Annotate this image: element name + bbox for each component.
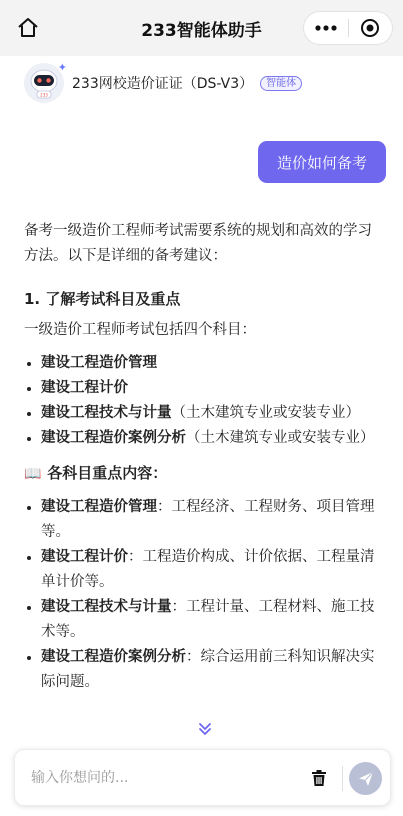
- message-input[interactable]: [31, 767, 291, 789]
- input-divider: [342, 766, 343, 791]
- list-item-bold: 建设工程技术与计量: [41, 405, 172, 421]
- section-heading-text: 各科目重点内容：: [47, 464, 168, 482]
- list-item-bold: 建设工程造价案例分析: [41, 430, 186, 446]
- section-description: 一级造价工程师考试包括四个科目：: [24, 322, 256, 338]
- agent-badge: 智能体: [260, 76, 302, 91]
- list-item-bold: 建设工程造价管理: [41, 355, 157, 371]
- more-button[interactable]: [304, 12, 348, 44]
- list-item-text: ：工程计量、工程材料、施工技术等。: [41, 599, 375, 640]
- list-item-text: （土木建筑专业或安装专业）: [171, 405, 360, 421]
- list-item-bold: 建设工程技术与计量: [41, 599, 172, 615]
- send-icon: [357, 770, 375, 788]
- list-item: [24, 401, 386, 426]
- close-button[interactable]: [349, 12, 392, 44]
- list-item-bold: 建设工程计价: [41, 549, 128, 565]
- mini-program-capsule: [303, 11, 393, 45]
- svg-text:233: 233: [40, 92, 48, 98]
- list-item: [24, 645, 386, 695]
- send-button[interactable]: [349, 762, 382, 795]
- clear-button[interactable]: [308, 767, 330, 789]
- list-item: [24, 495, 386, 545]
- key-point-list: [24, 495, 386, 695]
- list-item-bold: 建设工程计价: [41, 380, 128, 396]
- list-item: [24, 595, 386, 645]
- robot-avatar-icon: [27, 66, 61, 100]
- list-item: [24, 376, 386, 401]
- book-icon: 📖: [24, 466, 42, 482]
- list-item-text: ：综合运用前三科知识解决实际问题。: [41, 649, 375, 690]
- target-close-icon: [360, 18, 380, 38]
- scroll-down-button[interactable]: [196, 720, 214, 738]
- list-item-text: ：工程造价构成、计价依据、工程量清单计价等。: [41, 549, 375, 590]
- trash-icon: [308, 767, 330, 789]
- list-item-bold: 建设工程造价管理: [41, 499, 157, 515]
- chevron-double-down-icon: [196, 720, 214, 738]
- section-heading: 1. 了解考试科目及重点: [24, 290, 181, 308]
- sparkle-icon: ✦: [57, 61, 67, 74]
- answer-intro: 备考一级造价工程师考试需要系统的规划和高效的学习方法。以下是详细的备考建议：: [24, 223, 372, 264]
- list-item-text: ：工程经济、工程财务、项目管理等。: [41, 499, 375, 540]
- input-bar: [14, 749, 391, 806]
- user-message-bubble: 造价如何备考: [258, 141, 386, 183]
- agent-name: 233网校造价证证（DS-V3）: [72, 76, 254, 92]
- more-dots-icon: [315, 25, 337, 31]
- agent-header: [24, 63, 302, 103]
- subject-list: [24, 351, 386, 451]
- assistant-answer: [24, 219, 386, 705]
- list-item-text: （土木建筑专业或安装专业）: [186, 430, 375, 446]
- app-title: 233智能体助手: [141, 21, 262, 41]
- list-item: [24, 426, 386, 451]
- list-item-bold: 建设工程造价案例分析: [41, 649, 186, 665]
- list-item: [24, 545, 386, 595]
- agent-avatar: [24, 61, 67, 103]
- list-item: [24, 351, 386, 376]
- top-bar: [0, 0, 403, 56]
- section-heading: [24, 461, 386, 487]
